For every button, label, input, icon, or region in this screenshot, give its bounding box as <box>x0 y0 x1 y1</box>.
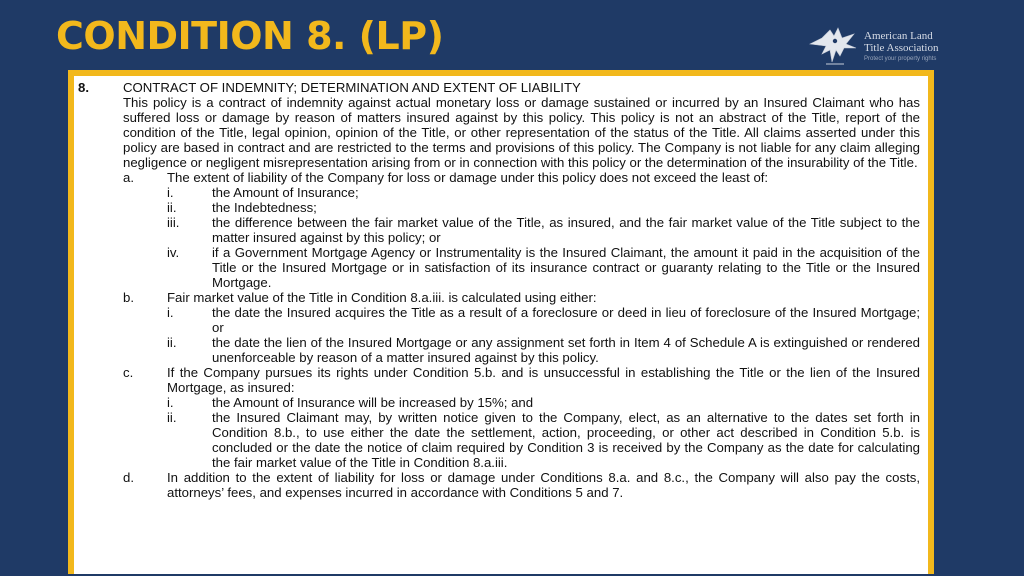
item-label: ii. <box>167 200 177 215</box>
logo-line-2: Title Association <box>864 42 939 54</box>
item-text: the difference between the fair market value of the Title, as insured, and the fair market value of the Title subject to the matter insured against by this policy; or <box>212 215 920 245</box>
condition-heading-row <box>78 80 920 95</box>
item-text: if a Government Mortgage Agency or Instrumentality is the Insured Claimant, the amount it paid in the acquisition of the Title or the Insured Mortgage or in satisfaction of its insurance contract or guaranty relating to the Title or the Insured Mortgage. <box>212 245 920 290</box>
clause-c <box>123 365 920 395</box>
condition-number: 8. <box>78 80 89 95</box>
clause-c-item <box>167 410 920 470</box>
condition-heading: CONTRACT OF INDEMNITY; DETERMINATION AND EXTENT OF LIABILITY <box>123 80 581 95</box>
item-text: the Amount of Insurance; <box>212 185 359 200</box>
clause-label: d. <box>123 470 134 485</box>
item-label: i. <box>167 185 174 200</box>
clause-text: The extent of liability of the Company for loss or damage under this policy does not exceed the least of: <box>167 170 769 185</box>
clause-text: If the Company pursues its rights under Condition 5.b. and is unsuccessful in establishing the Title or the lien of the Insured Mortgage, as insured: <box>167 365 920 395</box>
item-label: ii. <box>167 335 177 350</box>
clause-a <box>123 170 920 185</box>
alta-logo <box>808 24 968 70</box>
item-text: the date the Insured acquires the Title as a result of a foreclosure or deed in lieu of foreclosure of the Insured Mortgage; or <box>212 305 920 335</box>
slide-title: CONDITION 8. (LP) <box>56 14 444 58</box>
item-label: iii. <box>167 215 180 230</box>
clause-label: b. <box>123 290 134 305</box>
logo-name <box>864 30 938 54</box>
clause-c-item <box>167 395 920 410</box>
clause-a-item <box>167 185 920 200</box>
clause-b-item <box>167 335 920 365</box>
clause-d <box>123 470 920 500</box>
item-label: i. <box>167 305 174 320</box>
clause-label: a. <box>123 170 134 185</box>
condition-intro: This policy is a contract of indemnity against actual monetary loss or damage sustained or incurred by an Insured Claimant who has suffered loss or damage by reason of matters insured against by this policy. This policy is not an abstract of the Title, report of the condition of the Title, legal opinion, opinion of the Title, or other representation of the status of the Title. All claims asserted under this policy are based in contract and are restricted to the terms and provisions of this policy. The Company is not liable for any claim alleging negligence or negligent misrepresentation arising from or in connection with this policy or the determination of the insurability of the Title. <box>123 95 920 170</box>
item-text: the Insured Claimant may, by written notice given to the Company, elect, as an alternative to the dates set forth in Condition 8.b., to use either the date the settlement, action, proceeding, or other act described in Condition 5.b. is concluded or the date the notice of claim required by Condition 3 is received by the Company as the date for calculating the fair market value of the Title in Condition 8.a.iii. <box>212 410 920 470</box>
logo-line-1: American Land <box>864 30 933 42</box>
item-label: iv. <box>167 245 180 260</box>
clause-text: Fair market value of the Title in Condition 8.a.iii. is calculated using either: <box>167 290 597 305</box>
item-text: the date the lien of the Insured Mortgage or any assignment set forth in Item 4 of Schedule A is extinguished or rendered unenforceable by reason of a matter insured against by this policy. <box>212 335 920 365</box>
clause-a-item <box>167 245 920 290</box>
item-label: ii. <box>167 410 177 425</box>
eagle-icon <box>808 24 860 68</box>
item-text: the Indebtedness; <box>212 200 317 215</box>
clause-b <box>123 290 920 305</box>
clause-a-item <box>167 215 920 245</box>
item-label: i. <box>167 395 174 410</box>
item-text: the Amount of Insurance will be increased by 15%; and <box>212 395 534 410</box>
clause-a-item <box>167 200 920 215</box>
document-excerpt <box>74 76 928 574</box>
logo-tagline: Protect your property rights <box>864 56 937 62</box>
clause-b-item <box>167 305 920 335</box>
clause-text: In addition to the extent of liability for loss or damage under Conditions 8.a. and 8.c., the Company will also pay the costs, attorneys’ fees, and expenses incurred in accordance with Conditions 5 and 7. <box>167 470 920 500</box>
clause-label: c. <box>123 365 134 380</box>
